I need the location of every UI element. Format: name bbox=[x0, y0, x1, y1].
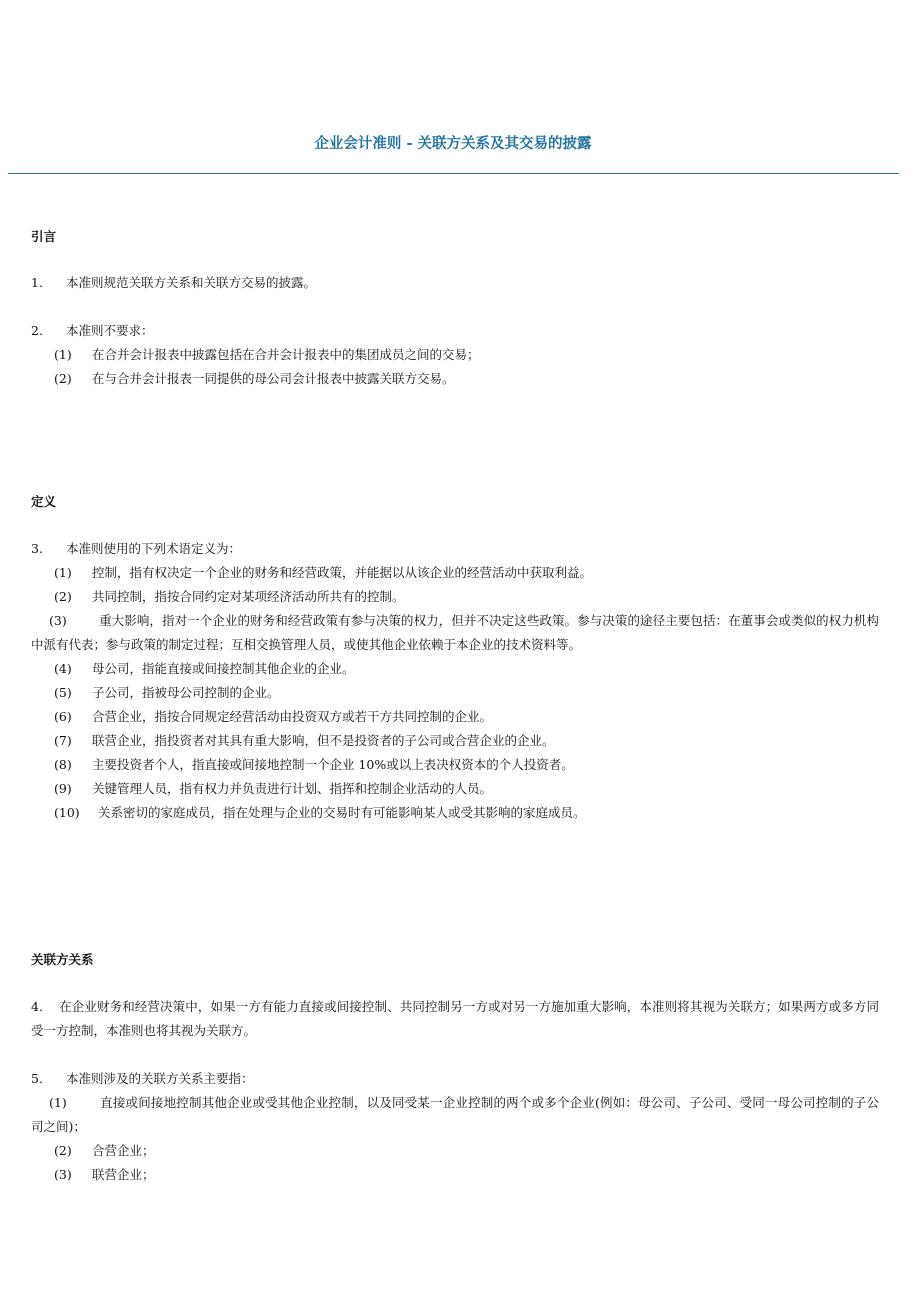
paragraph-3 bbox=[31, 537, 879, 561]
item-number: (1) bbox=[49, 1095, 67, 1110]
item-number: (5) bbox=[54, 685, 72, 700]
paragraph-text: 本准则规范关联方关系和关联方交易的披露。 bbox=[66, 275, 317, 290]
item-number: (6) bbox=[54, 709, 72, 724]
paragraph-1 bbox=[31, 271, 879, 295]
item-text: 母公司，指能直接或间接控制其他企业的企业。 bbox=[92, 661, 355, 676]
paragraph-number: 3. bbox=[31, 541, 43, 556]
section-heading-definitions: 定义 bbox=[31, 494, 57, 509]
item-text: 关系密切的家庭成员，指在处理与企业的交易时有可能影响某人或受其影响的家庭成员。 bbox=[98, 805, 586, 820]
item-number: (3) bbox=[54, 1167, 72, 1182]
list-item bbox=[54, 367, 455, 391]
item-text: 子公司，指被母公司控制的企业。 bbox=[92, 685, 280, 700]
item-number: (1) bbox=[54, 565, 72, 580]
item-text: 合营企业； bbox=[92, 1143, 155, 1158]
list-item bbox=[54, 801, 586, 825]
item-number: (3) bbox=[49, 613, 67, 628]
title-divider bbox=[8, 173, 899, 174]
paragraph-text: 本准则使用的下列术语定义为： bbox=[66, 541, 242, 556]
list-item bbox=[54, 1163, 155, 1187]
item-text: 在与合并会计报表一同提供的母公司会计报表中披露关联方交易。 bbox=[92, 371, 455, 386]
item-number: (8) bbox=[54, 757, 72, 772]
paragraph-number: 4. bbox=[31, 999, 43, 1014]
item-text: 联营企业，指投资者对其具有重大影响，但不是投资者的子公司或合营企业的企业。 bbox=[92, 733, 555, 748]
item-number: (2) bbox=[54, 1143, 72, 1158]
paragraph-text: 本准则涉及的关联方关系主要指： bbox=[66, 1071, 254, 1086]
item-text: 关键管理人员，指有权力并负责进行计划、指挥和控制企业活动的人员。 bbox=[92, 781, 493, 796]
item-text: 主要投资者个人，指直接或间接地控制一个企业 10%或以上表决权资本的个人投资者。 bbox=[92, 757, 574, 772]
paragraph-2 bbox=[31, 319, 879, 343]
item-text: 直接或间接地控制其他企业或受其他企业控制，以及同受某一企业控制的两个或多个企业(例如：母公司、子公司、受同一母公司控制的子公司之间)； bbox=[31, 1095, 879, 1134]
list-item bbox=[54, 777, 492, 801]
paragraph-number: 1. bbox=[31, 275, 43, 290]
paragraph-number: 2. bbox=[31, 323, 43, 338]
list-item bbox=[31, 1091, 879, 1139]
item-number: (9) bbox=[54, 781, 72, 796]
paragraph-number: 5. bbox=[31, 1071, 43, 1086]
item-text: 联营企业； bbox=[92, 1167, 155, 1182]
list-item bbox=[54, 1139, 155, 1163]
paragraph-text: 在企业财务和经营决策中，如果一方有能力直接或间接控制、共同控制另一方或对另一方施加重大影响，本准则将其视为关联方；如果两方或多方同受一方控制，本准则也将其视为关联方。 bbox=[31, 999, 879, 1038]
section-heading-intro: 引言 bbox=[31, 229, 57, 244]
item-number: (4) bbox=[54, 661, 72, 676]
item-number: (1) bbox=[54, 347, 72, 362]
list-item bbox=[54, 585, 405, 609]
list-item bbox=[54, 343, 480, 367]
list-item bbox=[54, 705, 492, 729]
list-item bbox=[54, 753, 574, 777]
paragraph-4 bbox=[31, 995, 879, 1043]
item-text: 在合并会计报表中披露包括在合并会计报表中的集团成员之间的交易； bbox=[92, 347, 480, 362]
list-item bbox=[54, 681, 280, 705]
paragraph-5 bbox=[31, 1067, 879, 1091]
item-number: (10) bbox=[54, 805, 80, 820]
item-number: (7) bbox=[54, 733, 72, 748]
item-text: 合营企业，指按合同规定经营活动由投资双方或若干方共同控制的企业。 bbox=[92, 709, 493, 724]
item-text: 控制，指有权决定一个企业的财务和经营政策，并能据以从该企业的经营活动中获取利益。 bbox=[92, 565, 593, 580]
item-number: (2) bbox=[54, 371, 72, 386]
paragraph-text: 本准则不要求： bbox=[66, 323, 154, 338]
item-text: 共同控制，指按合同约定对某项经济活动所共有的控制。 bbox=[92, 589, 405, 604]
item-text: 重大影响，指对一个企业的财务和经营政策有参与决策的权力，但并不决定这些政策。参与决策的途径主要包括：在董事会或类似的权力机构中派有代表；参与政策的制定过程；互相交换管理人员，或使其他企业依赖于本企业的技术资料等。 bbox=[31, 613, 879, 652]
item-number: (2) bbox=[54, 589, 72, 604]
list-item bbox=[31, 609, 879, 657]
section-heading-relations: 关联方关系 bbox=[31, 952, 94, 967]
list-item bbox=[54, 729, 555, 753]
document-title: 企业会计准则 - 关联方关系及其交易的披露 bbox=[314, 136, 592, 152]
list-item bbox=[54, 657, 355, 681]
list-item bbox=[54, 561, 592, 585]
